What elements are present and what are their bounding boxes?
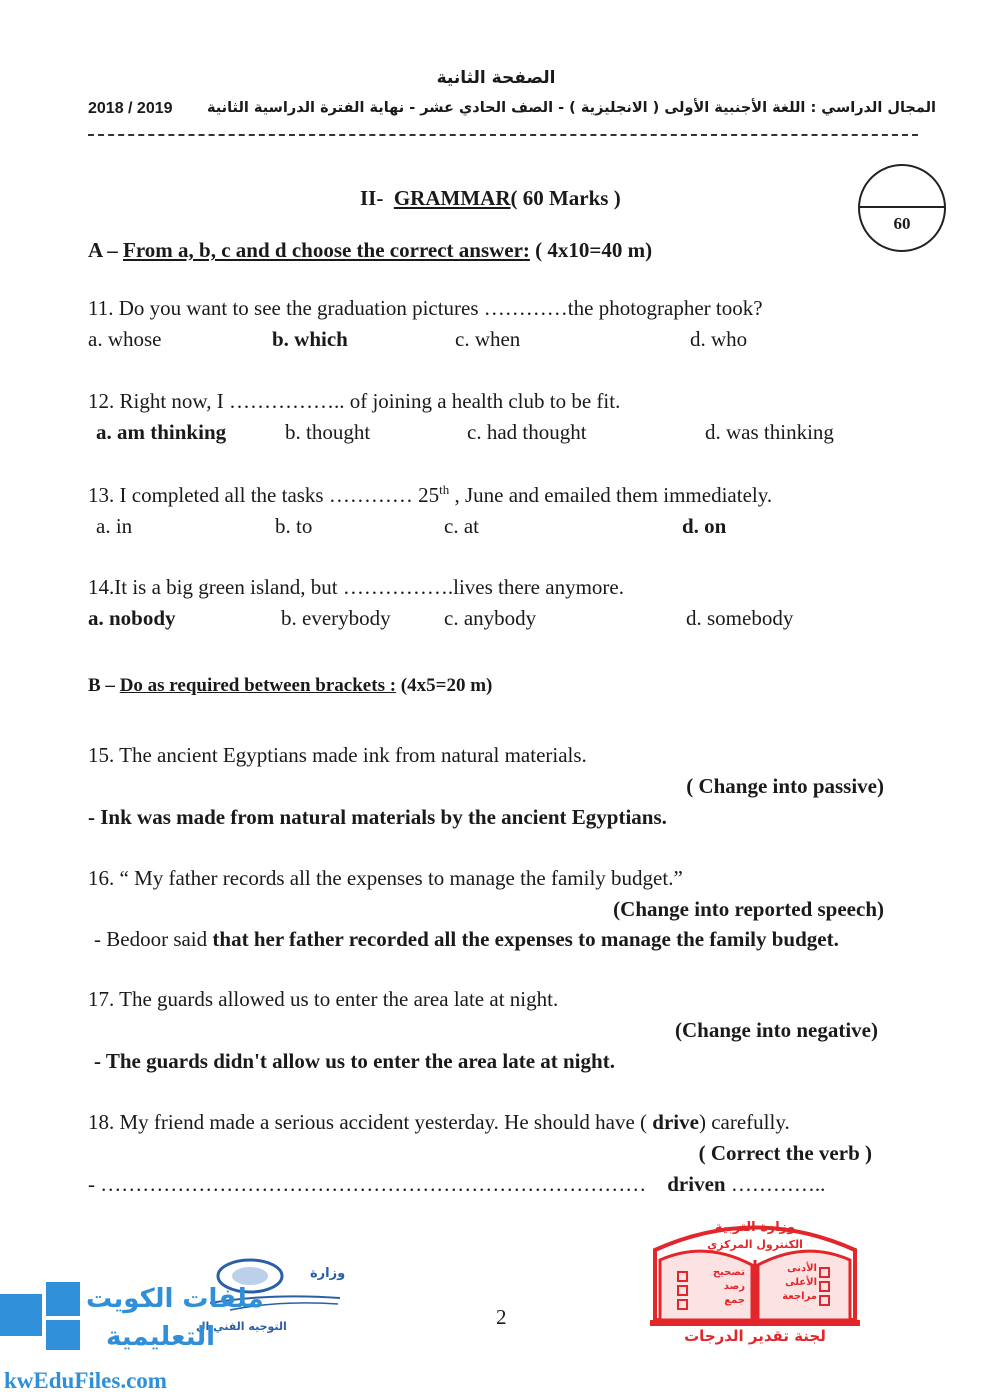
part-b-instruction: Do as required between brackets : — [119, 675, 397, 696]
q12-option-b: b. thought — [285, 420, 371, 444]
stamp-item-6: جمع — [724, 1295, 745, 1306]
page-title-arabic: الصفحة الثانية — [436, 68, 556, 88]
q12-option-c: c. had thought — [467, 420, 587, 444]
section-name: GRAMMAR — [393, 186, 511, 210]
stamp-item-2: الأعلى — [785, 1277, 817, 1288]
q18-stem-verb: drive — [652, 1110, 699, 1134]
part-a-marks: ( 4x10=40 m) — [535, 238, 653, 262]
stamp-right-list — [762, 1262, 817, 1304]
q18-instruction: ( Correct the verb ) — [698, 1141, 872, 1165]
ministry-sub-label: التوجيه الفني ال — [196, 1320, 287, 1333]
score-value: 60 — [893, 214, 911, 233]
stamp-item-3: مراجعة — [782, 1291, 817, 1302]
watermark-arabic-line2: التعليمية — [106, 1322, 216, 1352]
question-16-stem: 16. “ My father records all the expenses to manage the family budget.” — [88, 866, 683, 890]
q13-stem-before: 13. I completed all the tasks ………… 25 — [88, 483, 440, 507]
q15-answer: - Ink was made from natural materials by the ancient Egyptians. — [88, 805, 667, 829]
header-divider — [88, 134, 918, 136]
question-11-stem: 11. Do you want to see the graduation pictures …………the photographer took? — [88, 296, 763, 320]
q13-option-c: c. at — [444, 514, 479, 538]
q17-instruction: (Change into negative) — [675, 1018, 878, 1042]
q12-option-d: d. was thinking — [705, 420, 834, 444]
q18-answer-line — [88, 1172, 825, 1197]
score-box — [858, 164, 946, 252]
grading-stamp — [650, 1210, 860, 1345]
score-divider — [860, 206, 944, 208]
q17-answer: - The guards didn't allow us to enter the area late at night. — [94, 1049, 615, 1073]
section-prefix: II- — [360, 186, 384, 210]
stamp-left-list — [690, 1266, 745, 1308]
stamp-bottom-text: لجنة تقدير الدرجات — [684, 1327, 826, 1345]
question-17-stem: 17. The guards allowed us to enter the area late at night. — [88, 987, 559, 1011]
q16-answer-prefix: - Bedoor said — [94, 927, 213, 951]
section-marks: ( 60 Marks ) — [510, 186, 621, 210]
q13-option-b: b. to — [275, 514, 313, 538]
q14-option-b: b. everybody — [281, 606, 391, 630]
watermark-square-1 — [0, 1294, 42, 1336]
q13-stem-after: , June and emailed them immediately. — [449, 483, 773, 507]
q11-option-d: d. who — [690, 327, 748, 351]
q16-answer: that her father recorded all the expenses to manage the family budget. — [212, 927, 839, 951]
part-b-prefix: B – — [88, 675, 115, 696]
watermark-arabic-line1: ملفات الكويت — [86, 1284, 264, 1314]
question-12-stem: 12. Right now, I …………….. of joining a health club to be fit. — [88, 389, 621, 413]
ministry-label: وزارة — [310, 1266, 346, 1281]
q13-stem-sup: th — [439, 482, 450, 497]
watermark-square-2 — [46, 1282, 80, 1316]
q15-instruction: ( Change into passive) — [686, 774, 884, 798]
stamp-line1: الكنترول المركزي — [707, 1238, 803, 1251]
stamp-top-text: وزارة التربية — [714, 1220, 796, 1235]
q14-option-c: c. anybody — [444, 606, 537, 630]
question-13-stem — [88, 482, 772, 508]
stamp-item-5: رصد — [723, 1281, 745, 1292]
question-14-stem: 14.It is a big green island, but …………….lives there anymore. — [88, 575, 624, 599]
part-a-instruction: From a, b, c and d choose the correct answer: — [123, 238, 530, 262]
q11-option-a: a. whose — [88, 327, 162, 351]
q16-answer-line — [94, 927, 839, 952]
site-watermark — [0, 1270, 264, 1400]
stamp-item-1: الأدنى — [787, 1263, 817, 1274]
q18-answer: driven — [667, 1172, 726, 1196]
part-b-marks: (4x5=20 m) — [400, 675, 493, 696]
question-18-stem — [88, 1110, 790, 1135]
watermark-english: kwEduFiles.com — [4, 1368, 167, 1393]
part-b-header — [88, 675, 492, 697]
q16-instruction: (Change into reported speech) — [613, 897, 884, 921]
q18-stem-before: 18. My friend made a serious accident yesterday. He should have ( — [88, 1110, 653, 1134]
academic-year: 2018 / 2019 — [88, 100, 173, 117]
q18-dots-after: ………….. — [725, 1172, 826, 1196]
part-a-header — [88, 238, 652, 263]
q14-option-a: a. nobody — [88, 606, 176, 630]
q11-option-b: b. which — [272, 327, 348, 351]
exam-subtitle: المجال الدراسي : اللغة الأجنبية الأولى ( الانجليزية ) - الصف الحادي عشر - نهاية الفترة الدراسية الثانية — [206, 100, 936, 116]
q12-option-a: a. am thinking — [96, 420, 227, 444]
q11-option-c: c. when — [455, 327, 521, 351]
part-a-prefix: A – — [88, 238, 118, 262]
page-number: 2 — [496, 1305, 507, 1329]
q13-option-a: a. in — [96, 514, 133, 538]
question-15-stem: 15. The ancient Egyptians made ink from natural materials. — [88, 743, 587, 767]
q18-dots-before: - …………………………………………………………………… — [88, 1172, 647, 1196]
section-title — [360, 186, 621, 211]
stamp-item-4: تصحيح — [712, 1267, 745, 1278]
watermark-square-3 — [46, 1320, 80, 1350]
q13-option-d: d. on — [682, 514, 727, 538]
q14-option-d: d. somebody — [686, 606, 794, 630]
q18-stem-after: ) carefully. — [698, 1110, 790, 1134]
